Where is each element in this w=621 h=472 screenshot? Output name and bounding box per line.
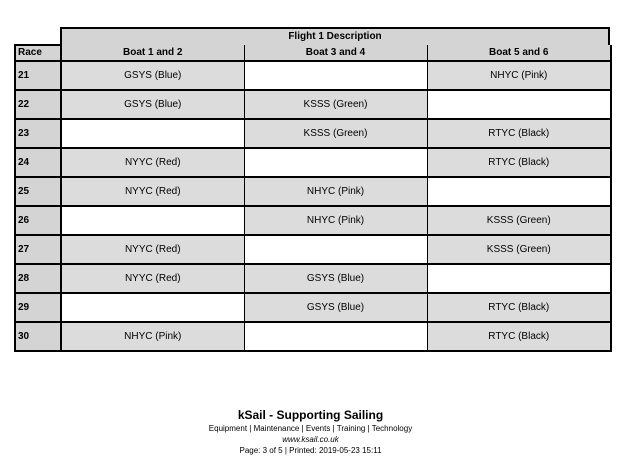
table-row bbox=[15, 235, 611, 264]
boat-assignment-cell: KSSS (Green) bbox=[427, 235, 611, 264]
boat-assignment-cell: RTYC (Black) bbox=[427, 293, 611, 322]
boat-assignment-cell bbox=[244, 61, 427, 90]
race-table bbox=[14, 44, 612, 352]
table-row bbox=[15, 148, 611, 177]
boat-assignment-cell: NHYC (Pink) bbox=[244, 206, 427, 235]
race-number: 24 bbox=[15, 148, 61, 177]
boat-assignment-cell: NYYC (Red) bbox=[61, 177, 244, 206]
header-row bbox=[15, 45, 611, 61]
boat-assignment-cell: KSSS (Green) bbox=[427, 206, 611, 235]
race-number: 22 bbox=[15, 90, 61, 119]
table-row bbox=[15, 61, 611, 90]
boat-assignment-cell bbox=[427, 177, 611, 206]
race-number: 30 bbox=[15, 322, 61, 351]
boat-assignment-cell: NYYC (Red) bbox=[61, 264, 244, 293]
table-row bbox=[15, 119, 611, 148]
boat-assignment-cell: KSSS (Green) bbox=[244, 119, 427, 148]
table-row bbox=[15, 177, 611, 206]
boat-assignment-cell: NHYC (Pink) bbox=[427, 61, 611, 90]
table-row bbox=[15, 264, 611, 293]
table-row bbox=[15, 206, 611, 235]
boat-assignment-cell: RTYC (Black) bbox=[427, 148, 611, 177]
boat-assignment-cell bbox=[61, 206, 244, 235]
column-header-boat-3-4: Boat 3 and 4 bbox=[244, 45, 427, 61]
flight-title: Flight 1 Description bbox=[60, 27, 610, 45]
race-number: 29 bbox=[15, 293, 61, 322]
boat-assignment-cell bbox=[244, 322, 427, 351]
table-row bbox=[15, 293, 611, 322]
boat-assignment-cell bbox=[61, 293, 244, 322]
race-number: 25 bbox=[15, 177, 61, 206]
column-header-race: Race bbox=[15, 45, 61, 61]
footer-services: Equipment | Maintenance | Events | Training | Technology bbox=[208, 424, 413, 433]
footer-url: www.ksail.co.uk bbox=[282, 435, 339, 444]
boat-assignment-cell bbox=[244, 148, 427, 177]
boat-assignment-cell bbox=[244, 235, 427, 264]
boat-assignment-cell: NYYC (Red) bbox=[61, 148, 244, 177]
boat-assignment-cell bbox=[61, 119, 244, 148]
column-header-boat-5-6: Boat 5 and 6 bbox=[427, 45, 611, 61]
boat-assignment-cell: KSSS (Green) bbox=[244, 90, 427, 119]
boat-assignment-cell: GSYS (Blue) bbox=[244, 264, 427, 293]
column-header-boat-1-2: Boat 1 and 2 bbox=[61, 45, 244, 61]
boat-assignment-cell: RTYC (Black) bbox=[427, 119, 611, 148]
race-number: 28 bbox=[15, 264, 61, 293]
boat-assignment-cell: NYYC (Red) bbox=[61, 235, 244, 264]
boat-assignment-cell bbox=[427, 264, 611, 293]
boat-assignment-cell: NHYC (Pink) bbox=[61, 322, 244, 351]
boat-assignment-cell bbox=[427, 90, 611, 119]
table-row bbox=[15, 322, 611, 351]
footer-title: kSail - Supporting Sailing bbox=[237, 408, 384, 422]
boat-assignment-cell: GSYS (Blue) bbox=[61, 61, 244, 90]
boat-assignment-cell: GSYS (Blue) bbox=[244, 293, 427, 322]
boat-assignment-cell: RTYC (Black) bbox=[427, 322, 611, 351]
boat-assignment-cell: NHYC (Pink) bbox=[244, 177, 427, 206]
race-number: 21 bbox=[15, 61, 61, 90]
footer-page-info: Page: 3 of 5 | Printed: 2019-05-23 15:11 bbox=[239, 446, 382, 455]
table-row bbox=[15, 90, 611, 119]
race-number: 26 bbox=[15, 206, 61, 235]
race-number: 23 bbox=[15, 119, 61, 148]
page-footer bbox=[0, 408, 621, 456]
race-number: 27 bbox=[15, 235, 61, 264]
boat-assignment-cell: GSYS (Blue) bbox=[61, 90, 244, 119]
